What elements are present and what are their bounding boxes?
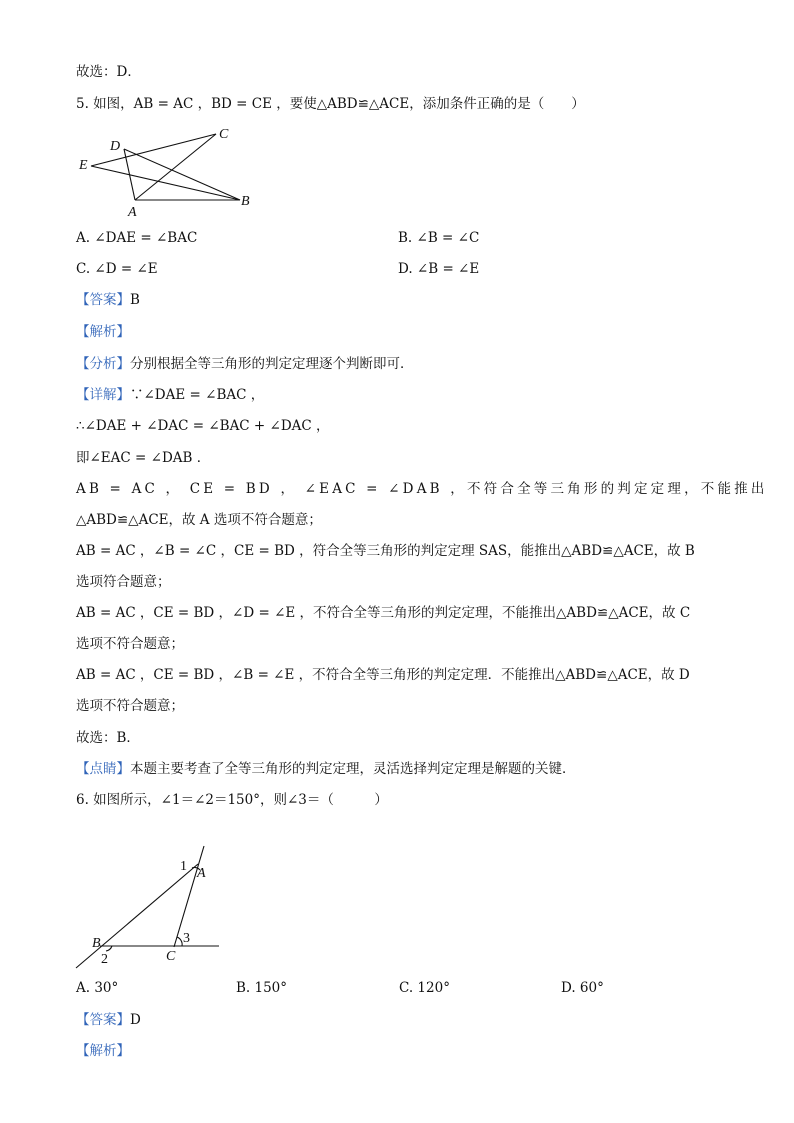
q5-step-4: AB = AC ， CE = BD ， ∠EAC = ∠DAB ，不符合全等三角形的判定定理，不能推出 xyxy=(76,481,768,497)
question-6-stem: 6. 如图所示，∠1＝∠2＝150°，则∠3＝（ ） xyxy=(76,792,388,808)
fig5-label-C: C xyxy=(219,127,229,142)
q6-option-c: C. 120° xyxy=(399,980,450,996)
answer-tag: 【答案】 xyxy=(76,292,130,308)
q5-option-c: C. ∠D = ∠E xyxy=(76,261,158,277)
prev-answer-line: 故选：D． xyxy=(76,64,141,80)
question-5-stem: 5. 如图，AB = AC ，BD = CE ，要使△ABD≌△ACE，添加条件正确的是（ ） xyxy=(76,96,585,112)
q5-step-3: 即∠EAC = ∠DAB ． xyxy=(76,450,211,466)
fig6-arc-2 xyxy=(106,946,112,951)
q5-step-5: △ABD≌△ACE，故 A 选项不符合题意； xyxy=(76,512,322,528)
fig5-label-E: E xyxy=(79,158,88,173)
q5-option-b: B. ∠B = ∠C xyxy=(398,230,480,246)
q6-analysis-heading: 【解析】 xyxy=(76,1043,130,1059)
q5-fenxi-text: 分别根据全等三角形的判定定理逐个判断即可． xyxy=(130,356,414,372)
q6-option-b: B. 150° xyxy=(236,980,288,996)
dianjing-tag: 【点睛】 xyxy=(76,761,130,777)
fig5-seg-EB xyxy=(91,166,240,200)
q5-dianjing-text: 本题主要考查了全等三角形的判定定理，灵活选择判定定理是解题的关键． xyxy=(130,761,576,777)
fig6-line-BA xyxy=(76,864,198,968)
q5-answer-value: B xyxy=(130,292,140,308)
q6-answer-value: D xyxy=(130,1012,141,1028)
q5-step-8: AB = AC ，CE = BD ，∠D = ∠E ，不符合全等三角形的判定定理，不能推出△ABD≌△ACE，故 C xyxy=(76,605,691,621)
q5-xiangjie-line xyxy=(76,385,264,405)
answer-tag-6: 【答案】 xyxy=(76,1012,130,1028)
q5-step-10: AB = AC ，CE = BD ，∠B = ∠E ，不符合全等三角形的判定定理．不能推出△ABD≌△ACE，故 D xyxy=(76,667,690,683)
q5-step-9: 选项不符合题意； xyxy=(76,636,184,652)
fig6-label-A: A xyxy=(197,866,206,881)
q5-option-d: D. ∠B = ∠E xyxy=(398,261,480,277)
q5-dianjing-line xyxy=(76,759,576,779)
fig6-label-1: 1 xyxy=(180,859,187,874)
fig6-arc-3 xyxy=(177,937,182,946)
q6-option-a: A. 30° xyxy=(76,980,119,996)
fig6-label-3: 3 xyxy=(183,931,190,946)
fig5-label-A: A xyxy=(128,205,137,220)
fig5-label-B: B xyxy=(241,194,250,209)
q5-step-7: 选项符合题意； xyxy=(76,574,171,590)
q5-analysis-heading: 【解析】 xyxy=(76,324,130,340)
q5-step-12: 故选：B． xyxy=(76,730,140,746)
fig6-label-B: B xyxy=(92,936,101,951)
q5-option-a: A. ∠DAE = ∠BAC xyxy=(76,230,198,246)
fig5-seg-DB xyxy=(124,149,240,200)
xiangjie-tag: 【详解】 xyxy=(76,387,130,403)
q5-answer-line xyxy=(76,290,140,310)
q5-step-2: ∴∠DAE + ∠DAC = ∠BAC + ∠DAC ， xyxy=(76,418,330,434)
q6-answer-line xyxy=(76,1010,141,1030)
q5-step-6: AB = AC ，∠B = ∠C ，CE = BD ，符合全等三角形的判定定理 SAS，能推出△ABD≌△ACE，故 B xyxy=(76,543,695,559)
fig6-label-2: 2 xyxy=(101,952,108,967)
q6-option-d: D. 60° xyxy=(561,980,604,996)
fig6-label-C: C xyxy=(166,949,176,964)
fig5-label-D: D xyxy=(110,139,121,154)
fenxi-tag: 【分析】 xyxy=(76,356,130,372)
q6-figure xyxy=(74,840,224,970)
q5-figure xyxy=(76,124,266,220)
q5-xiangjie-text: ∵∠DAE = ∠BAC ， xyxy=(130,387,265,403)
q5-fenxi-line xyxy=(76,354,414,374)
q5-step-11: 选项不符合题意； xyxy=(76,698,184,714)
